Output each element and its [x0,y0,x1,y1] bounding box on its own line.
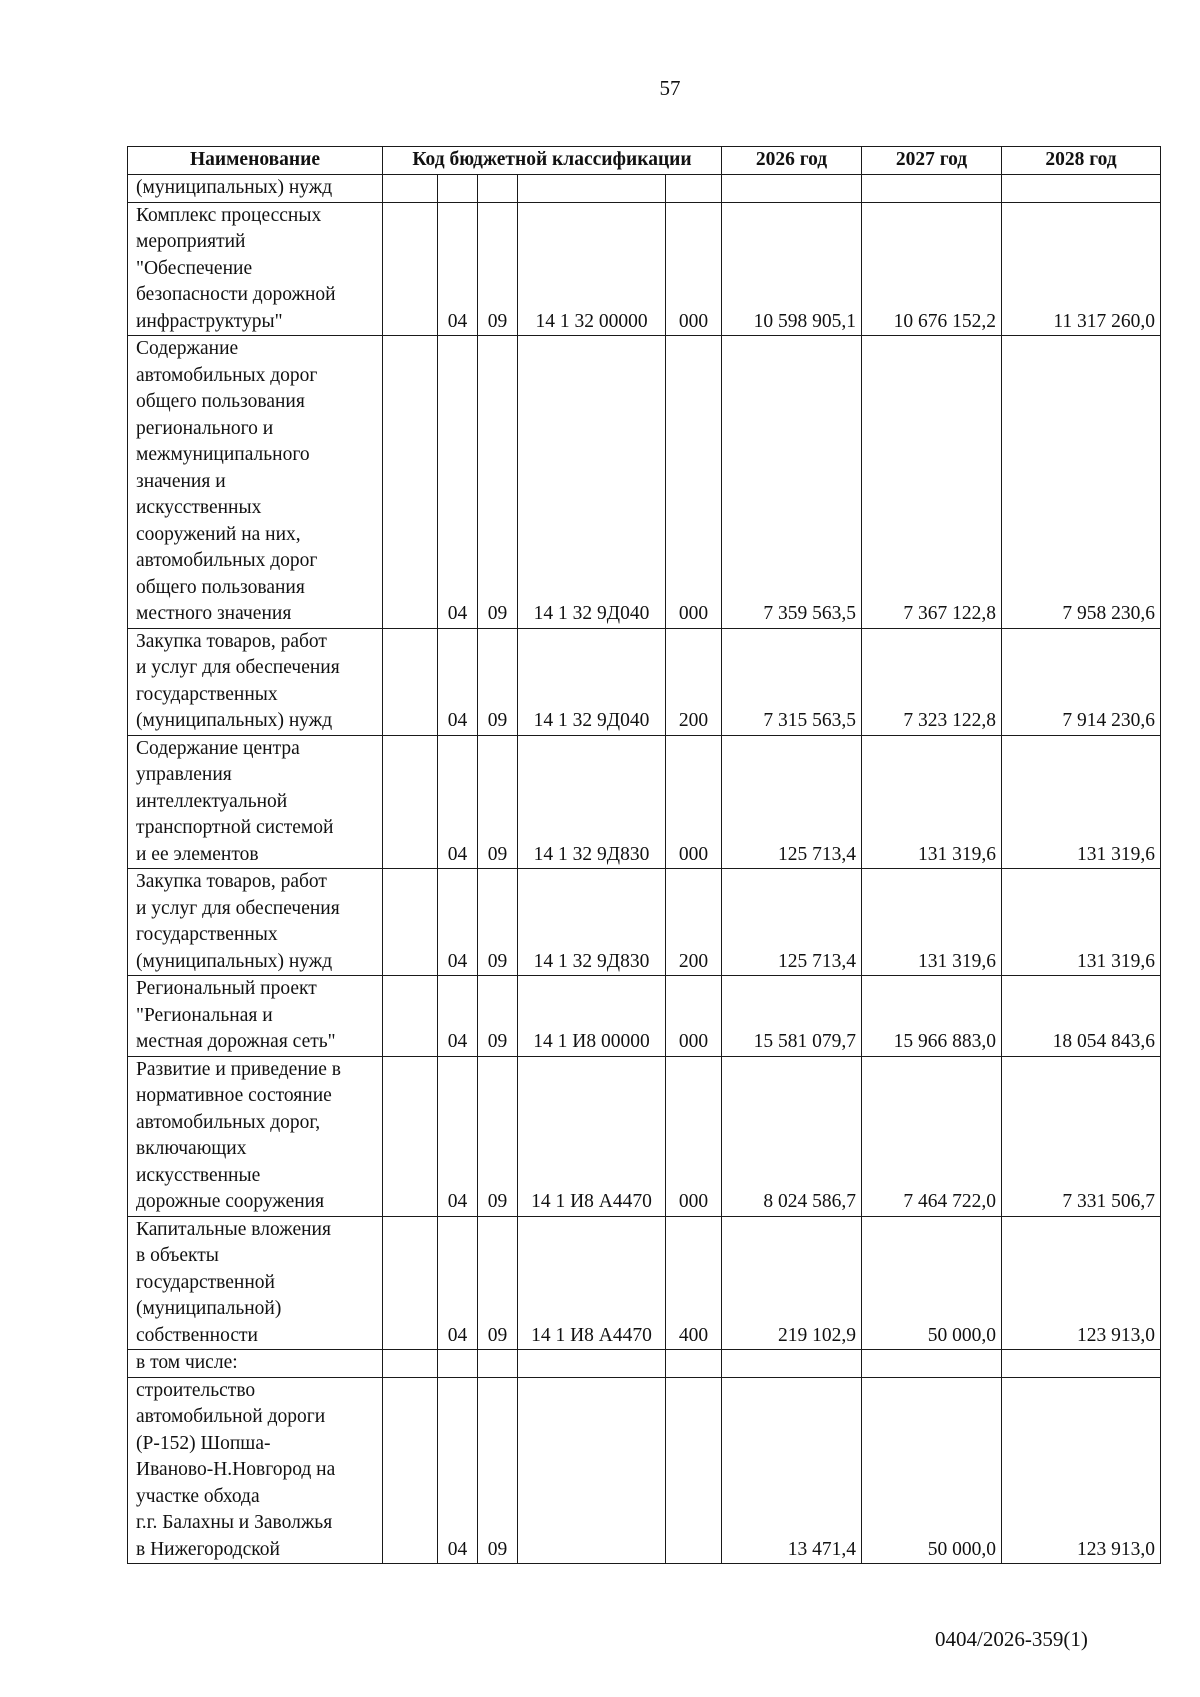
cell-code-target: 14 1 И8 А4470 [518,1056,666,1216]
header-2026: 2026 год [722,147,862,175]
cell-code-expense-type: 400 [666,1216,722,1350]
cell-name: Региональный проект "Региональная и местная дорожная сеть" [128,976,383,1057]
budget-table [127,146,1161,1564]
cell-name: Содержание центра управления интеллектуальной транспортной системой и ее элементов [128,735,383,869]
cell-code-admin [383,175,438,203]
cell-code-target: 14 1 32 00000 [518,202,666,336]
cell-code-subsection: 09 [478,1056,518,1216]
cell-code-target [518,1350,666,1378]
cell-value-2028: 7 958 230,6 [1002,336,1161,629]
cell-code-expense-type [666,1377,722,1564]
cell-code-target: 14 1 32 9Д040 [518,336,666,629]
cell-code-expense-type: 000 [666,1056,722,1216]
cell-name: Комплекс процессных мероприятий "Обеспечение безопасности дорожной инфраструктуры" [128,202,383,336]
cell-code-admin [383,202,438,336]
cell-code-expense-type: 000 [666,336,722,629]
cell-value-2026: 15 581 079,7 [722,976,862,1057]
cell-value-2028: 131 319,6 [1002,869,1161,976]
cell-value-2028: 7 914 230,6 [1002,628,1161,735]
cell-value-2028: 11 317 260,0 [1002,202,1161,336]
cell-value-2028: 18 054 843,6 [1002,976,1161,1057]
cell-value-2026 [722,1350,862,1378]
cell-code-target: 14 1 32 9Д830 [518,735,666,869]
cell-code-section: 04 [438,976,478,1057]
cell-value-2028: 123 913,0 [1002,1377,1161,1564]
cell-value-2027 [862,1350,1002,1378]
table-row [128,175,1161,203]
cell-value-2027: 7 464 722,0 [862,1056,1002,1216]
cell-value-2026: 8 024 586,7 [722,1056,862,1216]
cell-code-expense-type: 000 [666,976,722,1057]
cell-value-2028: 131 319,6 [1002,735,1161,869]
cell-code-target: 14 1 32 9Д040 [518,628,666,735]
cell-code-section [438,1350,478,1378]
cell-value-2028 [1002,1350,1161,1378]
cell-code-section: 04 [438,869,478,976]
cell-code-admin [383,1216,438,1350]
cell-code-subsection: 09 [478,1377,518,1564]
cell-code-admin [383,976,438,1057]
cell-name: Содержание автомобильных дорог общего пользования регионального и межмуниципального значения и искусственных сооружений на них, автомобильных дорог общего пользования местного значения [128,336,383,629]
cell-code-target: 14 1 И8 А4470 [518,1216,666,1350]
cell-code-expense-type [666,175,722,203]
cell-code-section: 04 [438,1056,478,1216]
cell-code-subsection: 09 [478,336,518,629]
page-number: 57 [659,76,681,100]
table-row [128,1350,1161,1378]
table-row [128,735,1161,869]
cell-code-admin [383,1377,438,1564]
header-2028: 2028 год [1002,147,1161,175]
cell-value-2026: 125 713,4 [722,735,862,869]
table-row [128,1056,1161,1216]
cell-name: строительство автомобильной дороги (Р-152) Шопша- Иваново-Н.Новгород на участке обхода г.г. Балахны и Заволжья в Нижегородской [128,1377,383,1564]
table-row [128,336,1161,629]
cell-name: Капитальные вложения в объекты государственной (муниципальной) собственности [128,1216,383,1350]
cell-code-subsection [478,1350,518,1378]
table-header-row [128,147,1161,175]
cell-code-section: 04 [438,1216,478,1350]
cell-value-2027 [862,175,1002,203]
cell-code-subsection: 09 [478,869,518,976]
cell-code-section: 04 [438,336,478,629]
cell-name: Закупка товаров, работ и услуг для обеспечения государственных (муниципальных) нужд [128,628,383,735]
cell-code-subsection: 09 [478,1216,518,1350]
cell-value-2028 [1002,175,1161,203]
table-row [128,1216,1161,1350]
cell-code-subsection: 09 [478,628,518,735]
cell-code-expense-type: 200 [666,628,722,735]
cell-name: Развитие и приведение в нормативное состояние автомобильных дорог, включающих искусственные дорожные сооружения [128,1056,383,1216]
cell-code-target: 14 1 И8 00000 [518,976,666,1057]
cell-name: (муниципальных) нужд [128,175,383,203]
cell-code-section: 04 [438,628,478,735]
cell-code-section: 04 [438,202,478,336]
cell-value-2026: 125 713,4 [722,869,862,976]
cell-name: в том числе: [128,1350,383,1378]
cell-code-admin [383,869,438,976]
cell-code-admin [383,336,438,629]
document-code: 0404/2026-359(1) [935,1627,1088,1651]
cell-code-target [518,1377,666,1564]
cell-code-admin [383,735,438,869]
cell-code-expense-type: 000 [666,202,722,336]
cell-value-2026 [722,175,862,203]
cell-code-subsection: 09 [478,202,518,336]
cell-value-2027: 7 367 122,8 [862,336,1002,629]
cell-value-2027: 50 000,0 [862,1377,1002,1564]
header-budget-code: Код бюджетной классификации [383,147,722,175]
table-row [128,1377,1161,1564]
cell-code-subsection [478,175,518,203]
cell-value-2026: 219 102,9 [722,1216,862,1350]
cell-value-2026: 7 315 563,5 [722,628,862,735]
cell-value-2026: 7 359 563,5 [722,336,862,629]
cell-code-admin [383,1350,438,1378]
table-row [128,869,1161,976]
cell-code-admin [383,1056,438,1216]
cell-code-expense-type: 000 [666,735,722,869]
cell-code-admin [383,628,438,735]
cell-value-2027: 10 676 152,2 [862,202,1002,336]
cell-name: Закупка товаров, работ и услуг для обеспечения государственных (муниципальных) нужд [128,869,383,976]
table-row [128,202,1161,336]
cell-code-section: 04 [438,1377,478,1564]
cell-value-2027: 50 000,0 [862,1216,1002,1350]
cell-value-2028: 7 331 506,7 [1002,1056,1161,1216]
cell-code-expense-type: 200 [666,869,722,976]
cell-code-target [518,175,666,203]
cell-code-section: 04 [438,735,478,869]
table-row [128,628,1161,735]
cell-value-2026: 13 471,4 [722,1377,862,1564]
table-row [128,976,1161,1057]
cell-code-subsection: 09 [478,735,518,869]
cell-value-2027: 7 323 122,8 [862,628,1002,735]
cell-value-2027: 15 966 883,0 [862,976,1002,1057]
cell-value-2028: 123 913,0 [1002,1216,1161,1350]
cell-code-section [438,175,478,203]
header-name: Наименование [128,147,383,175]
cell-value-2027: 131 319,6 [862,869,1002,976]
cell-code-target: 14 1 32 9Д830 [518,869,666,976]
cell-value-2027: 131 319,6 [862,735,1002,869]
cell-value-2026: 10 598 905,1 [722,202,862,336]
cell-code-expense-type [666,1350,722,1378]
cell-code-subsection: 09 [478,976,518,1057]
header-2027: 2027 год [862,147,1002,175]
